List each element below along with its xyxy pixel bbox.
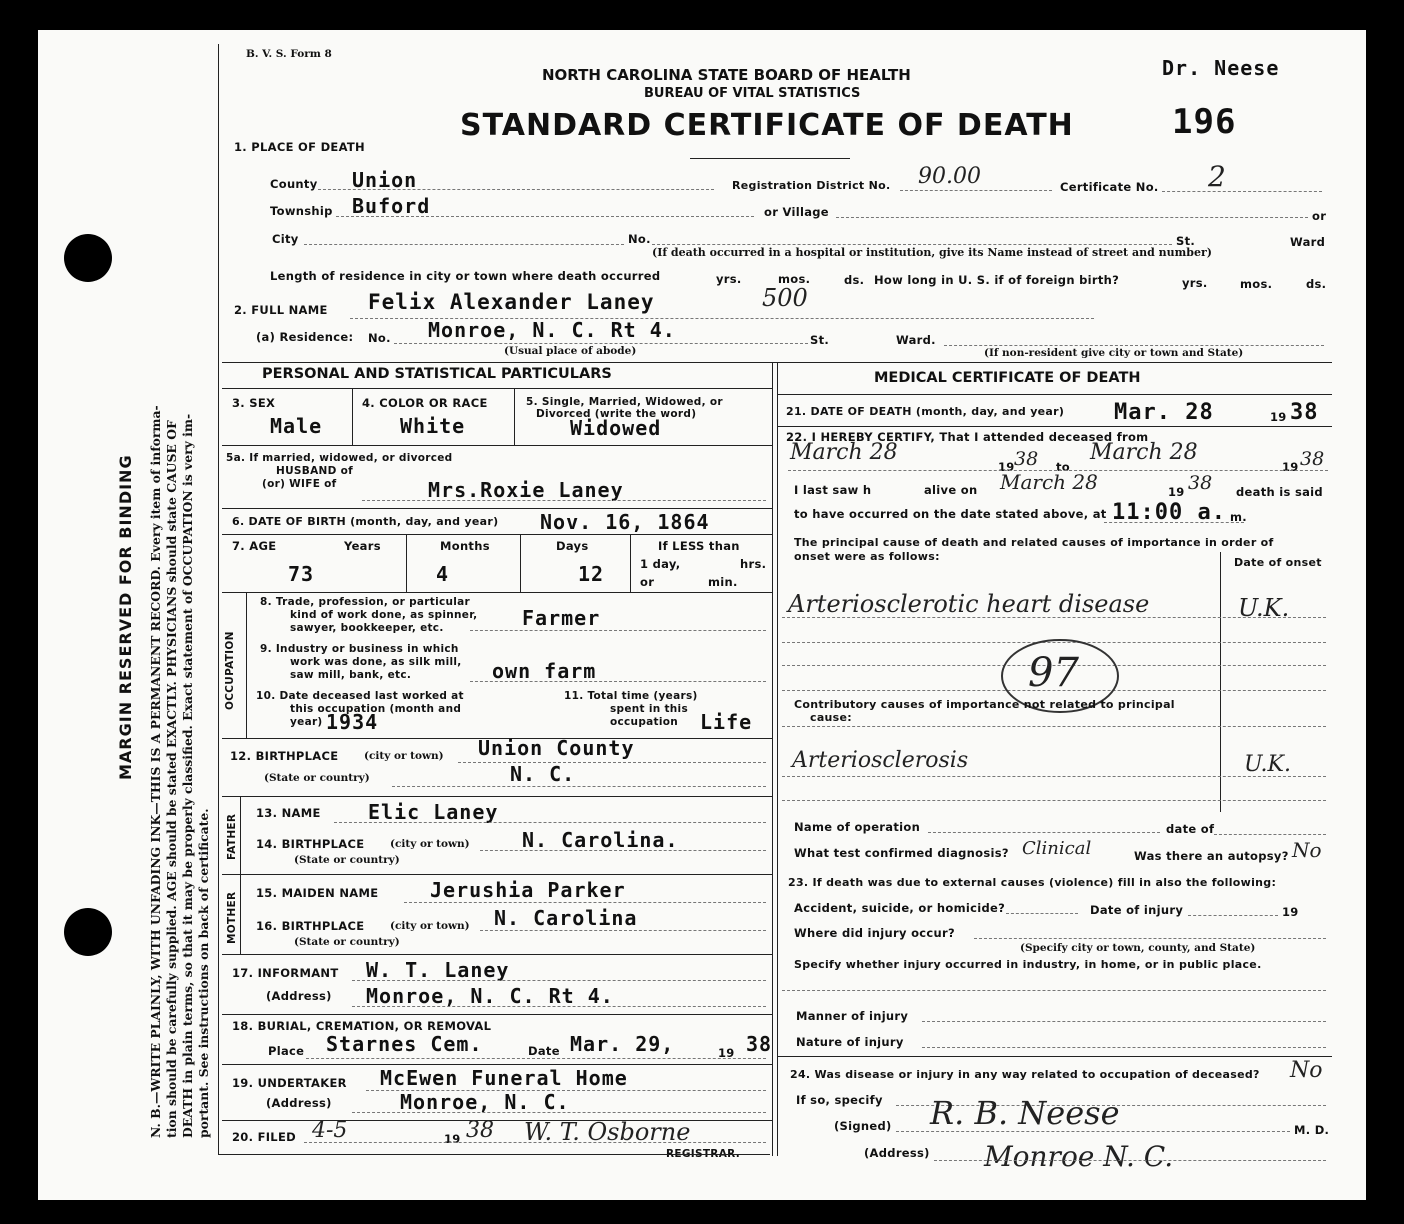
date-of-death-value: Mar. 28 — [1114, 400, 1214, 425]
father-birthplace-value: N. Carolina. — [522, 828, 679, 852]
last-worked-value: 1934 — [326, 710, 379, 734]
mother-name-label: 15. MAIDEN NAME — [256, 886, 379, 900]
non-resident-note: (If non-resident give city or town and State) — [984, 347, 1244, 359]
occupation-answer-value: No — [1290, 1058, 1323, 1083]
specify-place-label: Specify whether injury occurred in industry, in home, or in public place. — [794, 958, 1262, 971]
corner-note: Dr. Neese — [1162, 56, 1280, 80]
spouse-label-2: HUSBAND of — [276, 465, 353, 477]
date-of-death-label: 21. DATE OF DEATH (month, day, and year) — [786, 405, 1065, 418]
personal-heading: PERSONAL AND STATISTICAL PARTICULARS — [262, 366, 612, 382]
sex-value: Male — [270, 414, 323, 438]
mother-name-value: Jerushia Parker — [430, 878, 626, 902]
total-time-value: Life — [700, 710, 753, 734]
industry-label-2: work was done, as silk mill, — [290, 656, 462, 668]
external-causes-label: 23. If death was due to external causes (violence) fill in also the following: — [788, 876, 1277, 889]
contributory-label-1: Contributory causes of importance not related to principal — [794, 698, 1175, 711]
residence-value: Monroe, N. C. Rt 4. — [428, 318, 676, 342]
burial-place-value: Starnes Cem. — [326, 1032, 483, 1056]
city-label: City — [272, 232, 299, 246]
yrs-label: yrs. — [716, 272, 742, 286]
to-year-value: 38 — [1300, 448, 1325, 470]
injury-year-label: 19 — [1282, 905, 1299, 919]
residence-no-label: No. — [368, 331, 391, 345]
age-years-value: 73 — [288, 562, 315, 586]
or-min-label: or — [640, 575, 655, 589]
mos-label-2: mos. — [1240, 277, 1273, 291]
trade-value: Farmer — [522, 606, 601, 630]
color-value: White — [400, 414, 466, 438]
state-country-note: (State or country) — [264, 772, 370, 784]
hrs-label: hrs. — [740, 557, 767, 571]
if-so-label: If so, specify — [796, 1093, 883, 1107]
filed-label: 20. FILED — [232, 1130, 296, 1144]
ward-label: Ward — [1290, 235, 1326, 249]
to-year-prefix: 19 — [1282, 460, 1299, 474]
father-city-note: (city or town) — [390, 838, 470, 850]
certificate-number-label: Certificate No. — [1060, 180, 1159, 194]
date-of-death-year: 38 — [1290, 400, 1319, 425]
board-title: NORTH CAROLINA STATE BOARD OF HEALTH — [542, 66, 911, 84]
stamp-number: 196 — [1172, 102, 1237, 142]
certify-label: 22. I HEREBY CERTIFY, That I attended deceased from — [786, 430, 1149, 444]
contributory-cause-value: Arteriosclerosis — [792, 748, 969, 773]
m-suffix: m. — [1230, 510, 1247, 524]
spouse-label-3: (or) WIFE of — [262, 478, 337, 490]
physician-signature: R. B. Neese — [930, 1094, 1120, 1132]
county-label: County — [270, 177, 318, 191]
last-saw-label: I last saw h — [794, 483, 872, 497]
filed-year-value: 38 — [466, 1118, 494, 1143]
margin-instruction-1: N. B.—WRITE PLAINLY, WITH UNFADING INK—THIS IS A PERMANENT RECORD. Every item of informa- — [148, 405, 163, 1138]
principal-cause-value: Arteriosclerotic heart disease — [788, 590, 1150, 618]
attended-from-value: March 28 — [790, 440, 898, 465]
mother-birthplace-label: 16. BIRTHPLACE — [256, 919, 365, 933]
attended-to-value: March 28 — [1090, 440, 1198, 465]
days-label: Days — [556, 539, 589, 553]
autopsy-value: No — [1292, 838, 1322, 862]
age-months-value: 4 — [436, 562, 450, 586]
trade-label-2: kind of work done, as spinner, — [290, 609, 478, 621]
sex-label: 3. SEX — [232, 396, 276, 410]
trade-label-1: 8. Trade, profession, or particular — [260, 596, 471, 608]
binding-margin-label: MARGIN RESERVED FOR BINDING — [116, 454, 135, 780]
undertaker-address-label: (Address) — [266, 1096, 332, 1110]
father-state-note: (State or country) — [294, 854, 400, 866]
birthplace-value: Union County — [478, 736, 635, 760]
operation-date-label: date of — [1166, 822, 1215, 836]
full-name-label: 2. FULL NAME — [234, 303, 328, 317]
undertaker-address-value: Monroe, N. C. — [400, 1090, 570, 1114]
street-label: St. — [1176, 234, 1196, 248]
physician-address-value: Monroe N. C. — [984, 1140, 1174, 1173]
nature-label: Nature of injury — [796, 1035, 904, 1049]
informant-address-value: Monroe, N. C. Rt 4. — [366, 984, 614, 1008]
age-label: 7. AGE — [232, 539, 277, 553]
margin-instruction-2: tion should be carefully supplied. AGE should be stated EXACTLY. PHYSICIANS should state CAUSE OF — [164, 420, 179, 1138]
manner-label: Manner of injury — [796, 1009, 909, 1023]
form-left-border — [218, 44, 219, 1154]
binding-hole-bottom — [64, 908, 112, 956]
informant-value: W. T. Laney — [366, 958, 510, 982]
alive-on-label: alive on — [924, 483, 978, 497]
township-value: Buford — [352, 194, 431, 218]
ds-label: ds. — [844, 273, 865, 287]
last-worked-label-2: this occupation (month and — [290, 703, 462, 715]
injury-date-label: Date of injury — [1090, 903, 1184, 917]
total-time-label-2: spent in this — [610, 703, 689, 715]
total-time-label-1: 11. Total time (years) — [564, 690, 698, 702]
saw-year-value: 38 — [1188, 472, 1213, 494]
burial-label: 18. BURIAL, CREMATION, OR REMOVAL — [232, 1019, 492, 1033]
ds-label-2: ds. — [1306, 277, 1327, 291]
father-side-label: FATHER — [226, 813, 238, 860]
contributory-onset-value: U.K. — [1244, 752, 1291, 777]
binding-hole-top — [64, 234, 112, 282]
residence-label: (a) Residence: — [256, 330, 354, 344]
industry-value: own farm — [492, 659, 597, 683]
md-label: M. D. — [1294, 1123, 1330, 1137]
filed-date-value: 4-5 — [312, 1118, 348, 1143]
yrs-label-2: yrs. — [1182, 276, 1208, 290]
father-birthplace-label: 14. BIRTHPLACE — [256, 837, 365, 851]
mother-side-label: MOTHER — [226, 891, 238, 944]
informant-address-label: (Address) — [266, 989, 332, 1003]
burial-year-value: 38 — [746, 1032, 773, 1056]
signed-label: (Signed) — [834, 1119, 892, 1133]
residence-ward-label: Ward. — [896, 333, 936, 347]
min-label: min. — [708, 575, 738, 589]
dob-value: Nov. 16, 1864 — [540, 510, 710, 534]
informant-label: 17. INFORMANT — [232, 966, 339, 980]
residence-length-label: Length of residence in city or town where death occurred — [270, 269, 661, 283]
city-town-note: (city or town) — [364, 750, 444, 762]
dod-year-prefix: 19 — [1270, 410, 1287, 424]
name-code: 500 — [762, 284, 808, 312]
undertaker-value: McEwen Funeral Home — [380, 1066, 628, 1090]
mother-state-note: (State or country) — [294, 936, 400, 948]
occupation-question-label: 24. Was disease or injury in any way related to occupation of deceased? — [790, 1068, 1260, 1081]
certificate-number-value: 2 — [1208, 160, 1226, 193]
industry-label-1: 9. Industry or business in which — [260, 643, 459, 655]
marital-label-1: 5. Single, Married, Widowed, or — [526, 396, 723, 408]
hospital-note: (If death occurred in a hospital or institution, give its Name instead of street and number) — [652, 246, 1212, 259]
time-of-death-value: 11:00 a. — [1112, 500, 1226, 525]
registration-district-value: 90.00 — [918, 164, 981, 189]
foreign-birth-label: How long in U. S. if of foreign birth? — [874, 273, 1120, 287]
burial-year-prefix: 19 — [718, 1046, 735, 1060]
occupation-side-label: OCCUPATION — [224, 631, 236, 710]
mos-label: mos. — [778, 272, 811, 286]
dob-label: 6. DATE OF BIRTH (month, day, and year) — [232, 515, 499, 528]
months-label: Months — [440, 539, 490, 553]
occurred-label: to have occurred on the date stated above, at — [794, 507, 1107, 521]
burial-date-label: Date — [528, 1044, 560, 1058]
title-underline — [690, 158, 850, 159]
medical-heading: MEDICAL CERTIFICATE OF DEATH — [874, 370, 1141, 386]
principal-cause-onset: U.K. — [1238, 594, 1290, 622]
where-label: Where did injury occur? — [794, 926, 955, 940]
marital-label-2: Divorced (write the word) — [536, 408, 697, 420]
registrar-signature: W. T. Osborne — [524, 1118, 691, 1146]
from-year-value: 38 — [1014, 448, 1039, 470]
burial-date-value: Mar. 29, — [570, 1032, 675, 1056]
certificate-title: STANDARD CERTIFICATE OF DEATH — [460, 108, 1074, 143]
saw-year-prefix: 19 — [1168, 485, 1185, 499]
burial-place-label: Place — [268, 1044, 305, 1058]
date-of-onset-label: Date of onset — [1234, 556, 1322, 569]
age-days-value: 12 — [578, 562, 605, 586]
test-label: What test confirmed diagnosis? — [794, 846, 1009, 860]
margin-instruction-4: portant. See instructions on back of certificate. — [196, 808, 211, 1138]
usual-abode-note: (Usual place of abode) — [504, 345, 637, 357]
to-label: to — [1056, 460, 1070, 474]
registrar-label: REGISTRAR. — [666, 1148, 740, 1160]
operation-label: Name of operation — [794, 820, 921, 834]
mother-city-note: (city or town) — [390, 920, 470, 932]
village-label: or Village — [764, 205, 829, 219]
filed-year-prefix: 19 — [444, 1132, 461, 1146]
place-of-death-label: 1. PLACE OF DEATH — [234, 140, 365, 154]
cause-code-value: 97 — [1028, 650, 1079, 696]
residence-st-label: St. — [810, 333, 830, 347]
total-time-label-3: occupation — [610, 716, 679, 728]
industry-label-3: saw mill, bank, etc. — [290, 669, 412, 681]
birth-state-value: N. C. — [510, 762, 576, 786]
spouse-label-1: 5a. If married, widowed, or divorced — [226, 452, 453, 464]
last-worked-label-1: 10. Date deceased last worked at — [256, 690, 464, 702]
spouse-value: Mrs.Roxie Laney — [428, 478, 624, 502]
one-day-label: 1 day, — [640, 557, 681, 571]
margin-instruction-3: DEATH in plain terms, so that it may be properly classified. Exact statement of OCCUPATION is very im- — [180, 413, 195, 1138]
where-note: (Specify city or town, county, and State) — [1020, 942, 1256, 954]
undertaker-label: 19. UNDERTAKER — [232, 1076, 347, 1090]
father-name-value: Elic Laney — [368, 800, 499, 824]
form-number: B. V. S. Form 8 — [246, 48, 332, 60]
physician-address-label: (Address) — [864, 1146, 930, 1160]
county-value: Union — [352, 168, 418, 192]
death-said-label: death is said — [1236, 485, 1323, 499]
color-label: 4. COLOR OR RACE — [362, 396, 488, 410]
mother-birthplace-value: N. Carolina — [494, 906, 638, 930]
trade-label-3: sawyer, bookkeeper, etc. — [290, 622, 444, 634]
marital-value: Widowed — [570, 416, 662, 440]
number-label: No. — [628, 232, 651, 246]
last-saw-value: March 28 — [1000, 470, 1098, 494]
autopsy-label: Was there an autopsy? — [1134, 849, 1289, 863]
township-label: Township — [270, 204, 333, 218]
less-than-label: If LESS than — [658, 539, 740, 553]
accident-label: Accident, suicide, or homicide? — [794, 901, 1006, 915]
from-year-prefix: 19 — [998, 460, 1015, 474]
last-worked-label-3: year) — [290, 716, 323, 728]
full-name-value: Felix Alexander Laney — [368, 290, 655, 314]
column-divider — [772, 362, 773, 1156]
principal-cause-label-2: onset were as follows: — [794, 550, 940, 563]
principal-cause-label-1: The principal cause of death and related causes of importance in order of — [794, 536, 1274, 549]
or-label: or — [1312, 209, 1327, 223]
registration-district-label: Registration District No. — [732, 179, 891, 192]
contributory-label-2: cause: — [810, 711, 852, 724]
father-name-label: 13. NAME — [256, 806, 321, 820]
bureau-title: BUREAU OF VITAL STATISTICS — [644, 86, 861, 101]
birthplace-label: 12. BIRTHPLACE — [230, 749, 339, 763]
test-value: Clinical — [1022, 838, 1092, 859]
years-label: Years — [344, 539, 381, 553]
